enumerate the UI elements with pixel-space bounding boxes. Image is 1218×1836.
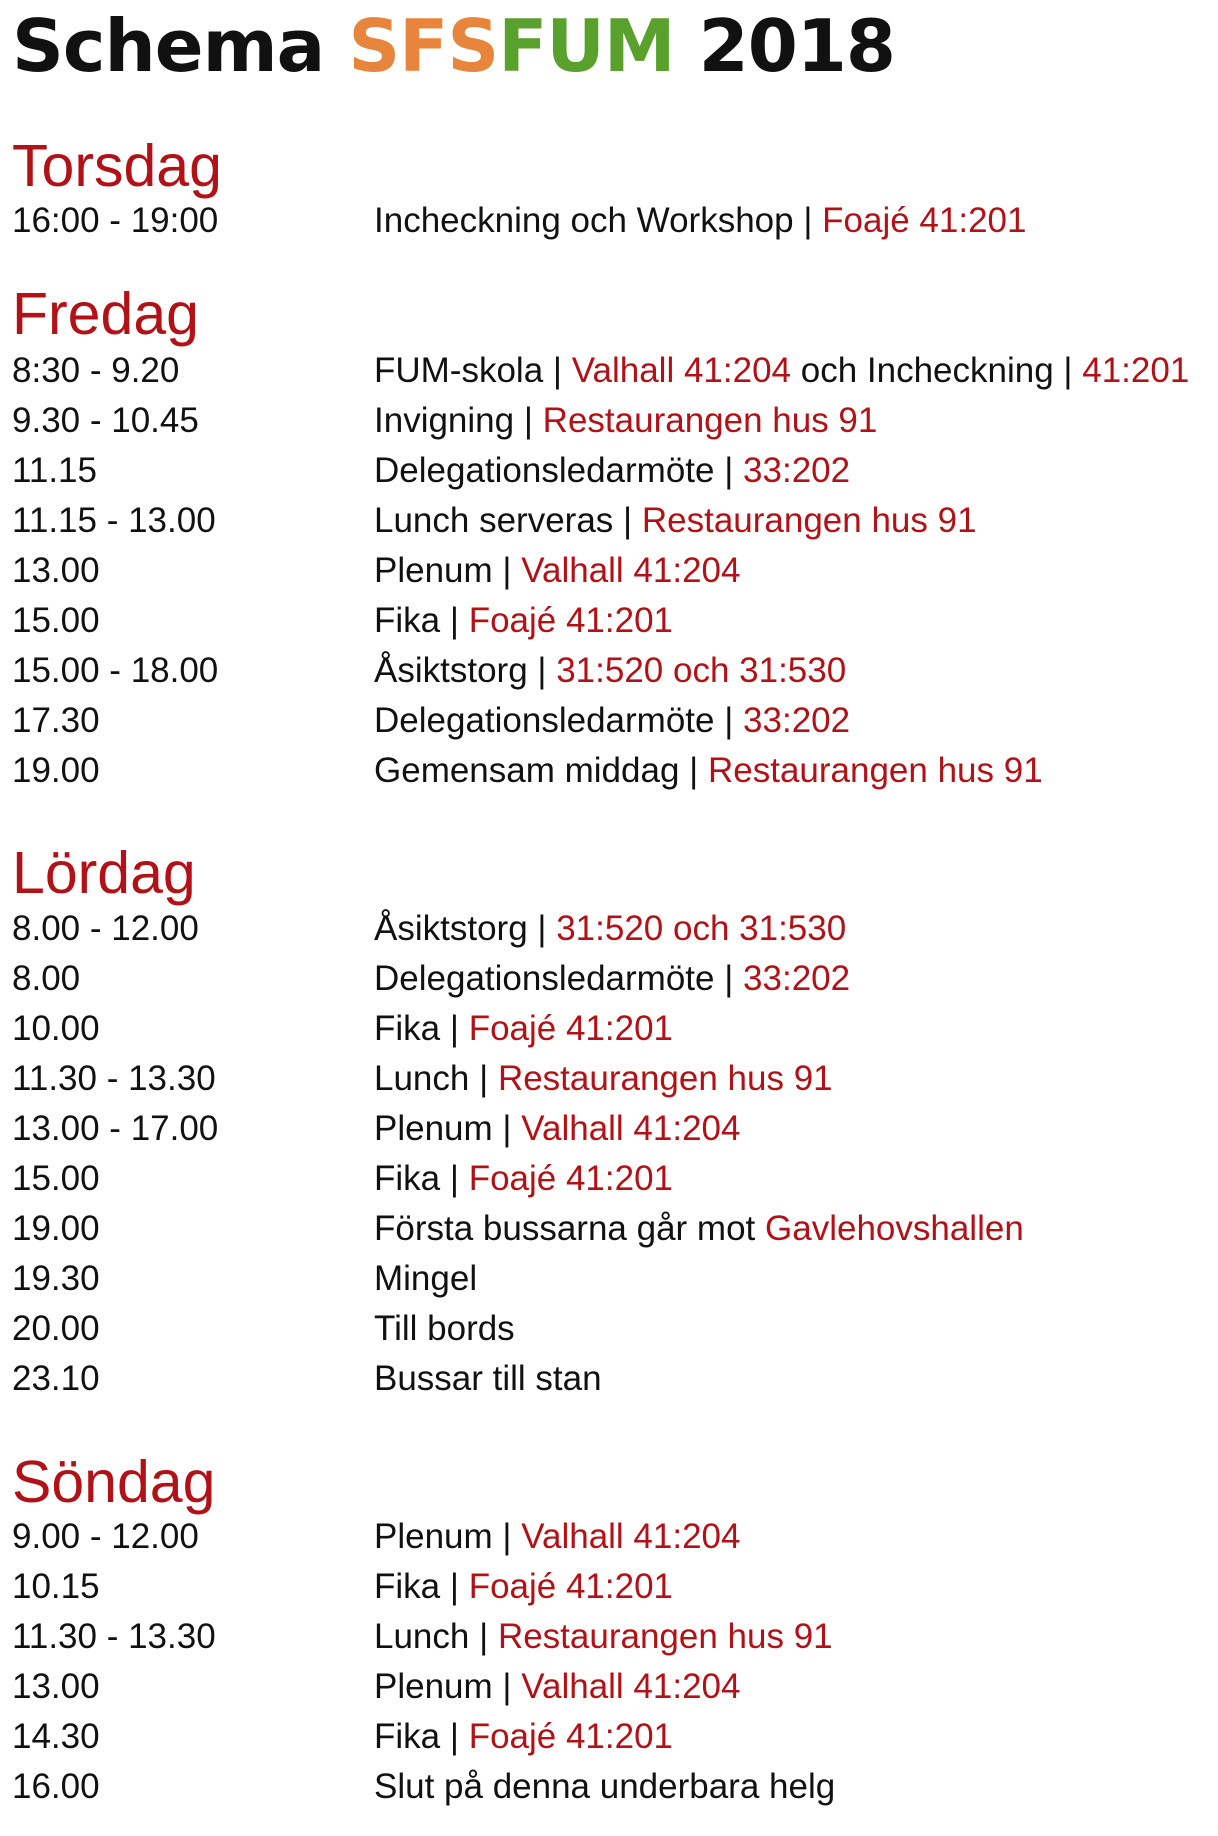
separator: | <box>479 1059 489 1098</box>
event-activity <box>374 646 846 696</box>
separator: | <box>537 909 547 948</box>
separator: | <box>537 651 547 690</box>
event-time: 14.30 <box>12 1717 100 1756</box>
event-activity <box>374 1712 673 1762</box>
event-title: Slut på denna underbara helg <box>374 1767 836 1806</box>
separator: | <box>724 959 734 998</box>
event-time: 19.00 <box>12 1209 100 1248</box>
event-activity <box>374 1612 833 1662</box>
schedule-row <box>0 1562 1218 1612</box>
schedule-row <box>0 596 1218 646</box>
event-time: 9.00 - 12.00 <box>12 1517 199 1556</box>
separator: | <box>1063 351 1073 390</box>
title-sfs: SFS <box>348 4 499 88</box>
event-activity <box>374 196 1026 246</box>
separator: | <box>523 401 533 440</box>
event-location: Valhall 41:204 <box>521 1667 741 1706</box>
event-activity <box>374 1104 740 1154</box>
separator: | <box>449 1159 459 1198</box>
event-activity <box>374 746 1043 796</box>
event-activity <box>374 904 846 954</box>
day-heading: Söndag <box>12 1449 216 1515</box>
schedule-row <box>0 1512 1218 1562</box>
event-time: 8:30 - 9.20 <box>12 351 180 390</box>
schedule-row <box>0 1354 1218 1404</box>
day-heading: Lördag <box>12 840 196 906</box>
event-title: Fika <box>374 1009 441 1048</box>
event-title: Bussar till stan <box>374 1359 602 1398</box>
schedule-row <box>0 1254 1218 1304</box>
event-location: Valhall 41:204 <box>521 551 741 590</box>
schedule-row <box>0 196 1218 246</box>
event-title: Lunch <box>374 1059 470 1098</box>
event-time: 11.30 - 13.30 <box>12 1617 216 1656</box>
event-time: 19.00 <box>12 751 100 790</box>
event-title: Incheckning och Workshop <box>374 201 794 240</box>
event-title: Åsiktstorg <box>374 909 528 948</box>
schedule-row <box>0 1104 1218 1154</box>
separator: | <box>449 601 459 640</box>
event-title-secondary: och Incheckning <box>800 351 1054 390</box>
event-location: 31:520 och 31:530 <box>556 651 847 690</box>
separator: | <box>803 201 813 240</box>
separator: | <box>449 1717 459 1756</box>
schedule-row <box>0 496 1218 546</box>
event-time: 16.00 <box>12 1767 100 1806</box>
event-activity <box>374 496 977 546</box>
schedule-row <box>0 646 1218 696</box>
event-time: 13.00 - 17.00 <box>12 1109 219 1148</box>
event-location: Valhall 41:204 <box>571 351 791 390</box>
event-activity <box>374 696 850 746</box>
event-time: 16:00 - 19:00 <box>12 201 219 240</box>
event-activity <box>374 346 1189 396</box>
event-activity <box>374 1154 673 1204</box>
event-location: 33:202 <box>743 451 851 490</box>
event-time: 11.15 <box>12 451 97 490</box>
separator: | <box>552 351 563 390</box>
event-activity <box>374 1354 602 1404</box>
schedule-row <box>0 954 1218 1004</box>
event-title: Lunch <box>374 1617 470 1656</box>
event-title: Fika <box>374 601 441 640</box>
event-title: Plenum <box>374 1109 493 1148</box>
schedule-row <box>0 904 1218 954</box>
event-title: Delegationsledarmöte <box>374 701 715 740</box>
title-fum: FUM <box>498 4 675 88</box>
event-title: Plenum <box>374 1517 493 1556</box>
title-prefix: Schema <box>12 4 325 88</box>
event-time: 8.00 - 12.00 <box>12 909 199 948</box>
event-location: 33:202 <box>743 959 851 998</box>
event-title: Delegationsledarmöte <box>374 959 715 998</box>
schedule-row <box>0 1154 1218 1204</box>
event-activity <box>374 446 850 496</box>
event-location-secondary: 41:201 <box>1082 351 1190 390</box>
event-activity <box>374 596 673 646</box>
event-title: Delegationsledarmöte <box>374 451 715 490</box>
separator: | <box>502 1517 512 1556</box>
event-location: Gavlehovshallen <box>765 1209 1024 1248</box>
event-location: Restaurangen hus 91 <box>707 751 1043 790</box>
schedule-row <box>0 546 1218 596</box>
schedule-row <box>0 346 1218 396</box>
event-title: Gemensam middag <box>374 751 680 790</box>
title-year: 2018 <box>698 4 895 88</box>
event-activity <box>374 1054 833 1104</box>
event-time: 13.00 <box>12 1667 100 1706</box>
event-activity <box>374 1204 1024 1254</box>
day-heading: Torsdag <box>12 133 222 199</box>
event-title: Lunch serveras <box>374 501 614 540</box>
event-activity <box>374 1304 515 1354</box>
event-title: Plenum <box>374 1667 493 1706</box>
event-time: 15.00 <box>12 601 100 640</box>
event-title: Fika <box>374 1717 441 1756</box>
event-location: Foajé 41:201 <box>468 1567 674 1606</box>
schedule-row <box>0 1304 1218 1354</box>
schedule-row <box>0 1204 1218 1254</box>
event-title: Invigning <box>374 401 515 440</box>
separator: | <box>724 451 734 490</box>
schedule-row <box>0 446 1218 496</box>
schedule-row <box>0 1004 1218 1054</box>
event-time: 23.10 <box>12 1359 100 1398</box>
separator: | <box>449 1567 459 1606</box>
event-title: Fika <box>374 1159 441 1198</box>
event-location: Valhall 41:204 <box>521 1109 741 1148</box>
event-location: Foajé 41:201 <box>468 1717 674 1756</box>
separator: | <box>689 751 699 790</box>
event-time: 10.15 <box>12 1567 100 1606</box>
event-title: Mingel <box>374 1259 478 1298</box>
event-title: Till bords <box>374 1309 515 1348</box>
separator: | <box>449 1009 459 1048</box>
event-time: 8.00 <box>12 959 81 998</box>
event-activity <box>374 1562 673 1612</box>
event-time: 15.00 - 18.00 <box>12 651 219 690</box>
event-time: 13.00 <box>12 551 100 590</box>
event-title: Plenum <box>374 551 493 590</box>
event-location: Valhall 41:204 <box>521 1517 741 1556</box>
event-time: 15.00 <box>12 1159 100 1198</box>
event-location: Foajé 41:201 <box>468 1159 674 1198</box>
event-time: 11.30 - 13.30 <box>12 1059 216 1098</box>
separator: | <box>502 1109 512 1148</box>
event-title: Åsiktstorg <box>374 651 528 690</box>
event-title: Fika <box>374 1567 441 1606</box>
event-time: 17.30 <box>12 701 100 740</box>
event-activity <box>374 1004 673 1054</box>
day-heading: Fredag <box>12 281 199 347</box>
separator: | <box>479 1617 489 1656</box>
event-time: 10.00 <box>12 1009 100 1048</box>
schedule-row <box>0 396 1218 446</box>
page-title <box>12 2 895 90</box>
event-activity <box>374 1762 835 1812</box>
schedule-row <box>0 1662 1218 1712</box>
separator: | <box>502 1667 512 1706</box>
event-location: Restaurangen hus 91 <box>497 1059 833 1098</box>
schedule-row <box>0 1762 1218 1812</box>
event-location: 31:520 och 31:530 <box>556 909 847 948</box>
event-activity <box>374 396 877 446</box>
event-time: 9.30 - 10.45 <box>12 401 199 440</box>
event-location: Restaurangen hus 91 <box>542 401 878 440</box>
event-location: 33:202 <box>743 701 851 740</box>
event-location: Foajé 41:201 <box>468 601 674 640</box>
event-time: 19.30 <box>12 1259 100 1298</box>
event-location: Foajé 41:201 <box>822 201 1027 240</box>
schedule-row <box>0 1712 1218 1762</box>
separator: | <box>502 551 512 590</box>
event-activity <box>374 1512 740 1562</box>
event-activity <box>374 546 740 596</box>
schedule-row <box>0 746 1218 796</box>
event-title: FUM-skola <box>374 351 544 390</box>
separator: | <box>724 701 734 740</box>
schedule-row <box>0 696 1218 746</box>
separator: | <box>623 501 633 540</box>
event-time: 11.15 - 13.00 <box>12 501 216 540</box>
event-title: Första bussarna går mot <box>374 1209 756 1248</box>
event-activity <box>374 1254 477 1304</box>
event-activity <box>374 1662 740 1712</box>
event-activity <box>374 954 850 1004</box>
schedule-row <box>0 1612 1218 1662</box>
event-location: Restaurangen hus 91 <box>497 1617 833 1656</box>
event-time: 20.00 <box>12 1309 100 1348</box>
event-location: Restaurangen hus 91 <box>641 501 977 540</box>
schedule-row <box>0 1054 1218 1104</box>
event-location: Foajé 41:201 <box>468 1009 674 1048</box>
